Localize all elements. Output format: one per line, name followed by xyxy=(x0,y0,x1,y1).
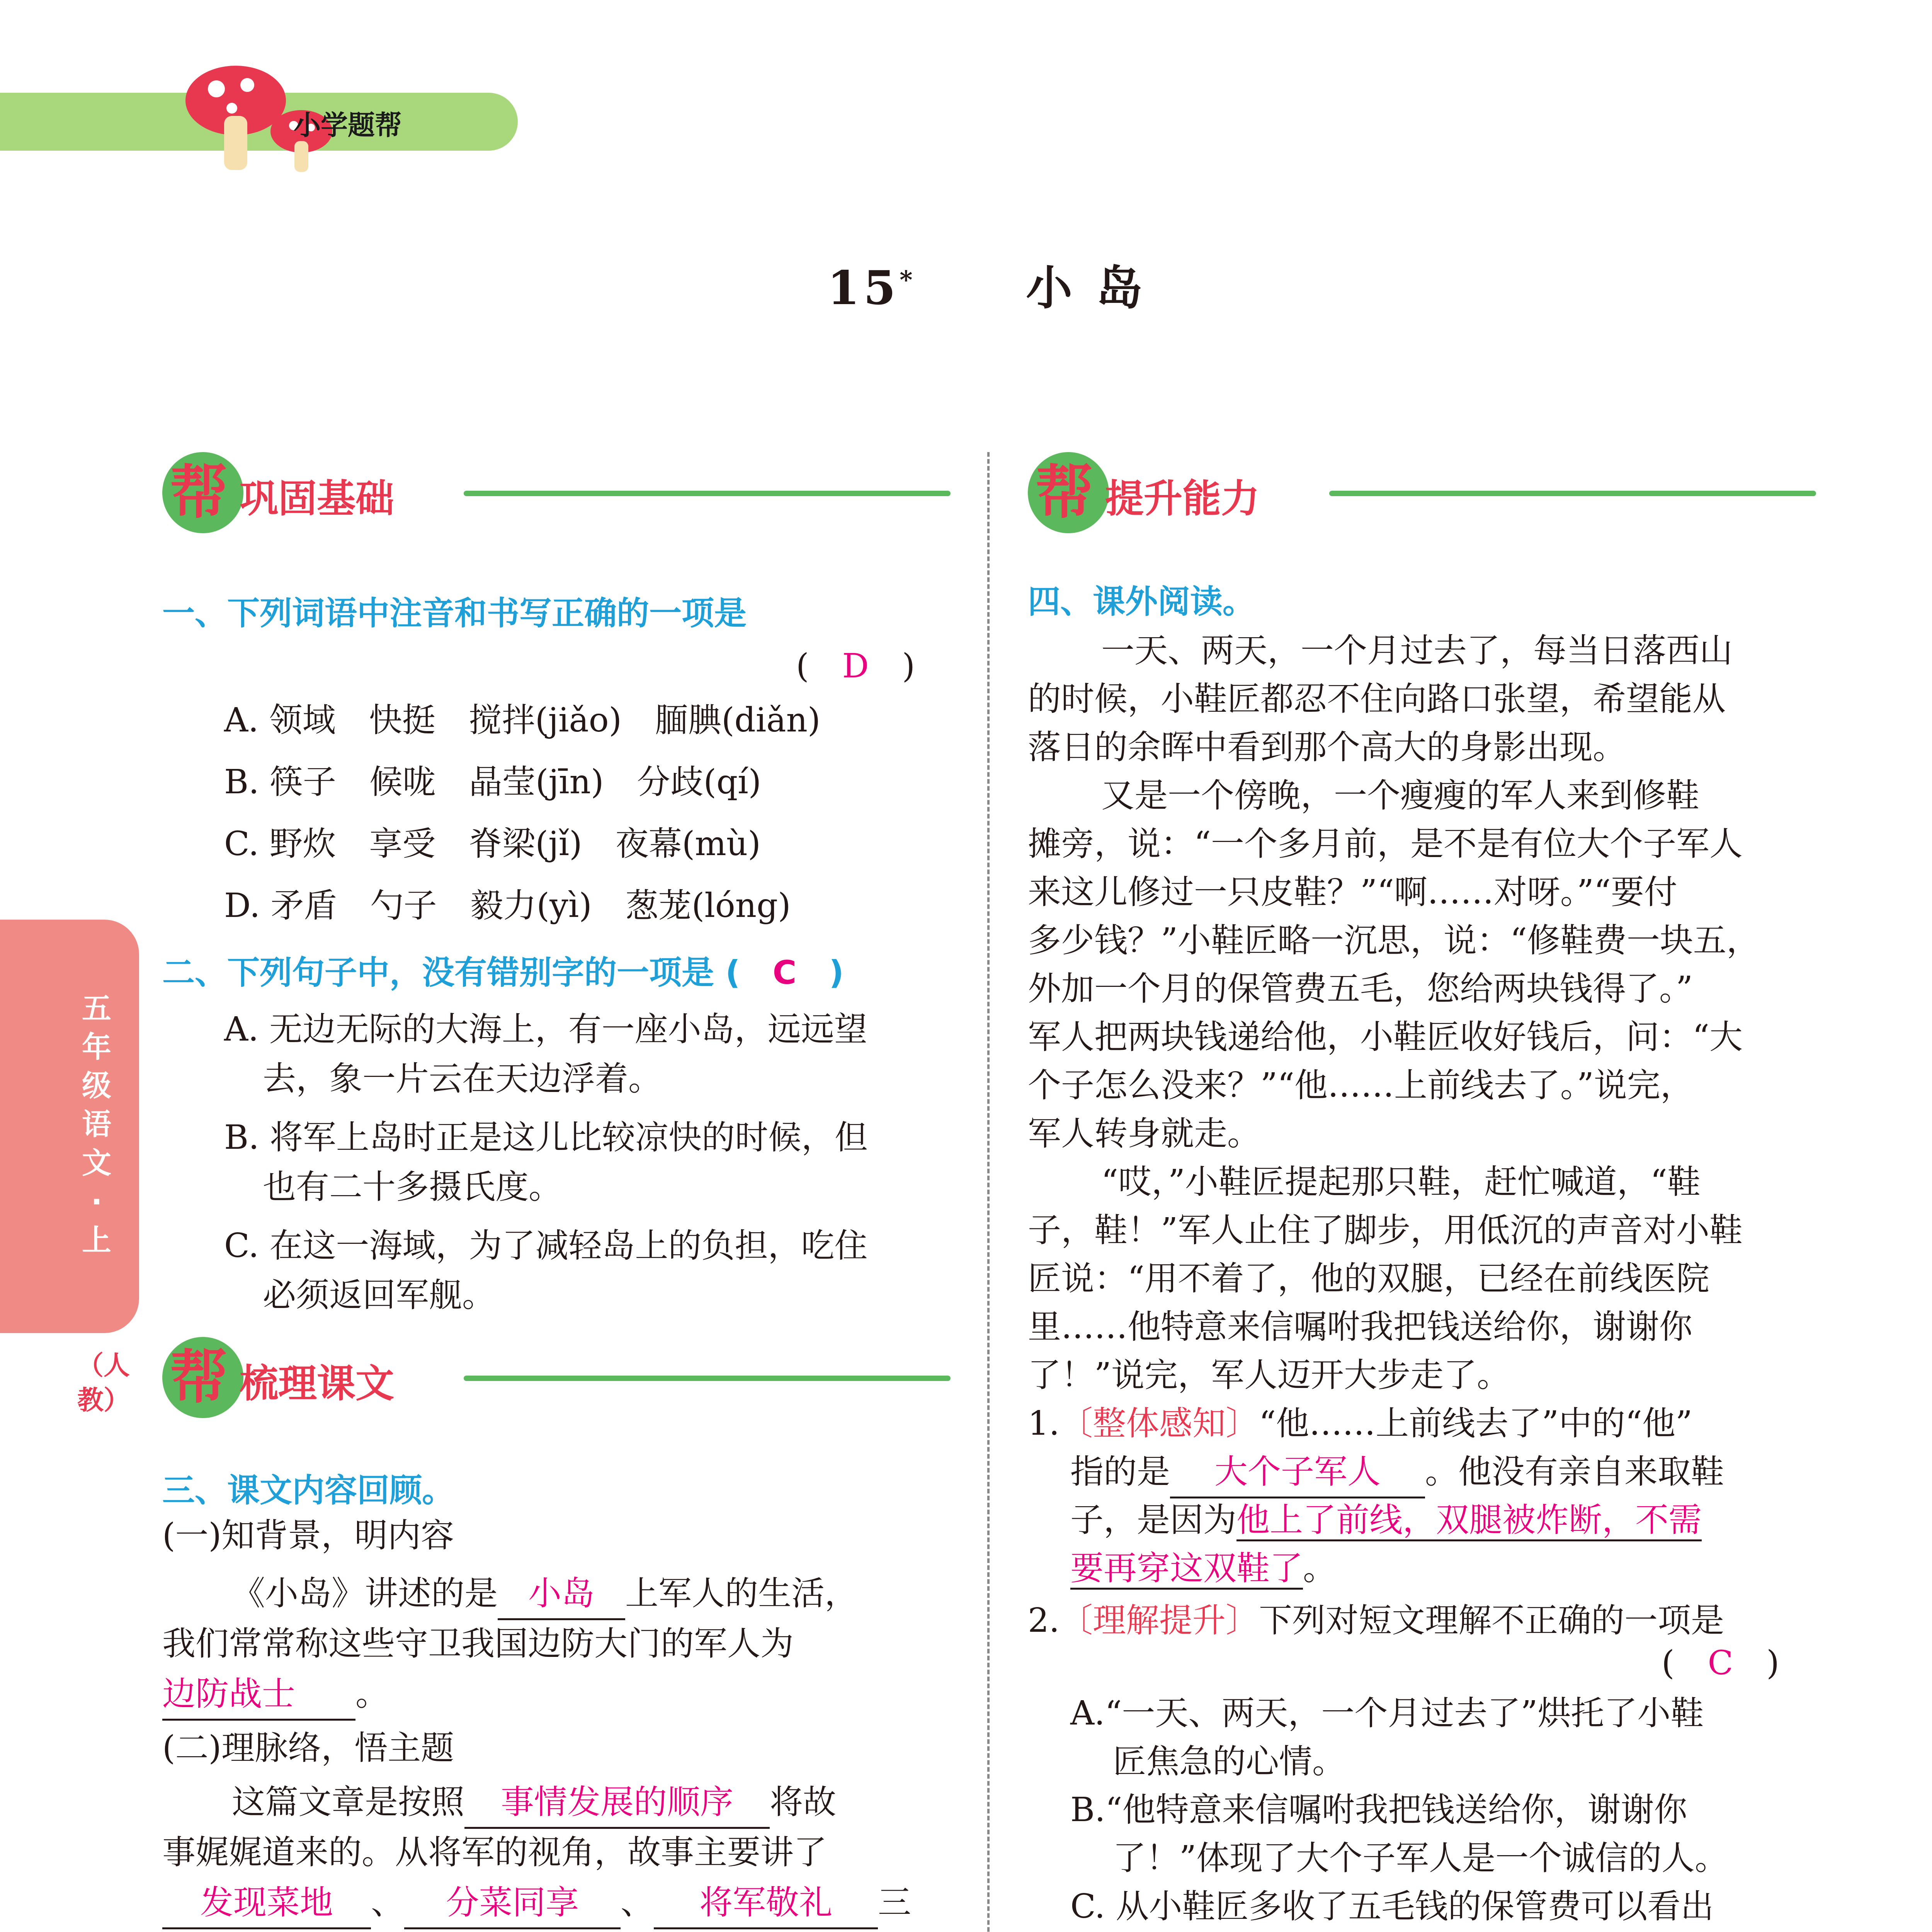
q4-heading: 四、课外阅读。 xyxy=(1028,583,1255,621)
passage-line4: 又是一个傍晚，一个瘦瘦的军人来到修鞋 xyxy=(1101,776,1699,815)
q2-answer: C xyxy=(772,954,797,992)
q2-c-line2: 必须返回军舰。 xyxy=(263,1276,495,1315)
subq2-b1: B.“他特意来信嘱咐我把钱送给你，谢谢你 xyxy=(1070,1791,1687,1829)
subq1-tag: 〔整体感知〕 xyxy=(1060,1404,1259,1443)
passage-line11: 军人转身就走。 xyxy=(1028,1114,1260,1153)
section-rule xyxy=(464,1376,951,1381)
subq2-c1: C. 从小鞋匠多收了五毛钱的保管费可以看出 xyxy=(1070,1887,1714,1926)
lesson-star: * xyxy=(900,265,917,294)
subq2-b2: 了！”体现了大个子军人是一个诚信的人。 xyxy=(1113,1839,1728,1878)
passage-line1: 一天、两天，一个月过去了，每当日落西山 xyxy=(1101,631,1733,670)
q2-b-line2: 也有二十多摄氏度。 xyxy=(263,1168,562,1206)
subq2-answer: C xyxy=(1708,1644,1733,1682)
passage-line9: 军人把两块钱递给他，小鞋匠收好钱后，问：“大 xyxy=(1028,1018,1743,1056)
section-rule xyxy=(1329,491,1816,496)
passage-line12: “哎，”小鞋匠提起那只鞋，赶忙喊道，“鞋 xyxy=(1101,1163,1701,1201)
subq2-line1: 2.〔理解提升〕下列对短文理解不正确的一项是 xyxy=(1028,1601,1725,1640)
q2-heading: 二、下列句子中，没有错别字的一项是 ( C ) xyxy=(162,954,844,992)
passage-line6: 来这儿修过一只皮鞋？”“啊……对呀。”“要付 xyxy=(1028,873,1677,912)
brand-name: 小学题帮 xyxy=(294,109,402,141)
q1-heading: 一、下列词语中注音和书写正确的一项是 xyxy=(162,594,747,632)
q3-line1: 《小岛》讲述的是 小岛 上军人的生活， xyxy=(232,1569,858,1620)
passage-line13: 子，鞋！”军人止住了脚步，用低沉的声音对小鞋 xyxy=(1028,1211,1743,1250)
badge-char: 帮 xyxy=(1036,459,1094,526)
q2-a-line1: A. 无边无际的大海上，有一座小岛，远远望 xyxy=(224,1010,867,1049)
q3-line4: 这篇文章是按照 事情发展的顺序 将故 xyxy=(232,1777,836,1829)
side-edition: （人教） xyxy=(77,1350,130,1416)
lesson-name: 小 岛 xyxy=(1026,261,1146,315)
passage-line14: 匠说：“用不着了，他的双腿，已经在前线医院 xyxy=(1028,1259,1709,1298)
subq1-line1: 1.〔整体感知〕“他……上前线去了”中的“他” xyxy=(1028,1404,1692,1443)
section-title-improve: 提升能力 xyxy=(1105,476,1260,521)
subq2-bracket: ( C ) xyxy=(1662,1644,1779,1682)
q3-line2: 我们常常称这些守卫我国边防大门的军人为 xyxy=(162,1624,794,1663)
q1-option-c: C. 野炊 享受 脊梁(jǐ) 夜幕(mù) xyxy=(224,825,761,863)
lesson-title xyxy=(0,251,1932,318)
q3-part1: (一)知背景，明内容 xyxy=(162,1516,454,1555)
q3-line6: 发现菜地 、 分菜同享 、 将军敬礼 三 xyxy=(162,1878,911,1929)
subq2-a2: 匠焦急的心情。 xyxy=(1113,1742,1345,1781)
subq2-c2 xyxy=(1113,1930,1279,1932)
subq2-tag: 〔理解提升〕 xyxy=(1060,1601,1259,1640)
lesson-number: 15 xyxy=(827,261,900,315)
section-badge-review xyxy=(162,1337,951,1422)
q3-line5: 事娓娓道来的。从将军的视角，故事主要讲了 xyxy=(162,1833,827,1872)
side-tab xyxy=(0,920,139,1333)
subq1-answer2a: 他上了前线，双腿被炸断，不需 xyxy=(1236,1501,1702,1541)
section-title-review: 梳理课文 xyxy=(240,1361,394,1406)
q3-answer-plot2: 分菜同享 xyxy=(404,1878,621,1929)
q1-option-a: A. 领域 快挺 搅拌(jiǎo) 腼腆(diǎn) xyxy=(224,701,821,740)
q3-part2: (二)理脉络，悟主题 xyxy=(162,1729,454,1767)
q3-answer-island: 小岛 xyxy=(498,1569,625,1620)
subq1-line2: 指的是 大个子军人 。他没有亲自来取鞋 xyxy=(1070,1447,1724,1498)
q3-line7 xyxy=(162,1928,295,1932)
subq2-a1: A.“一天、两天，一个月过去了”烘托了小鞋 xyxy=(1070,1694,1704,1733)
q1-option-d: D. 矛盾 勺子 毅力(yì) 葱茏(lóng) xyxy=(224,886,791,925)
section-title-consolidate: 巩固基础 xyxy=(240,476,394,521)
q1-option-b: B. 筷子 候咙 晶莹(jīn) 分歧(qí) xyxy=(224,763,762,801)
passage-line7: 多少钱？”小鞋匠略一沉思，说：“修鞋费一块五， xyxy=(1028,921,1760,960)
q3-answer-plot1: 发现菜地 xyxy=(162,1878,371,1929)
q1-answer-bracket: ( D ) xyxy=(796,647,915,685)
q3-answer-plot3: 将军敬礼 xyxy=(654,1878,878,1929)
q3-answer-order: 事情发展的顺序 xyxy=(464,1777,770,1829)
subq1-line3: 子，是因为他上了前线，双腿被炸断，不需 xyxy=(1070,1495,1702,1545)
subq1-line4: 要再穿这双鞋了。 xyxy=(1070,1544,1336,1593)
passage-line8: 外加一个月的保管费五毛，您给两块钱得了。” xyxy=(1028,969,1693,1008)
q1-answer: D xyxy=(842,647,869,685)
passage-line5: 摊旁，说：“一个多月前，是不是有位大个子军人 xyxy=(1028,825,1743,863)
q3-line3: 边防战士 。 xyxy=(162,1669,389,1721)
section-badge-improve xyxy=(1028,452,1816,537)
badge-char: 帮 xyxy=(170,1344,228,1411)
passage-line3: 落日的余晖中看到那个高大的身影出现。 xyxy=(1028,728,1626,767)
passage-line15: 里……他特意来信嘱咐我把钱送给你，谢谢你 xyxy=(1028,1308,1692,1346)
passage-line2: 的时候，小鞋匠都忍不住向路口张望，希望能从 xyxy=(1028,680,1726,718)
q3-heading: 三、课文内容回顾。 xyxy=(162,1471,455,1509)
column-divider xyxy=(987,452,990,1932)
q3-answer-guards: 边防战士 xyxy=(162,1669,355,1721)
q2-c-line1: C. 在这一海域，为了减轻岛上的负担，吃住 xyxy=(224,1226,868,1265)
side-grade: 五年级语文·上 xyxy=(82,991,111,1257)
q2-b-line1: B. 将军上岛时正是这儿比较凉快的时候，但 xyxy=(224,1118,868,1157)
passage-line16: 了！”说完，军人迈开大步走了。 xyxy=(1028,1356,1510,1395)
section-rule xyxy=(464,491,951,496)
passage-line10: 个子怎么没来？”“他……上前线去了。”说完， xyxy=(1028,1066,1694,1105)
q2-a-line2: 去，象一片云在天边浮着。 xyxy=(263,1060,662,1098)
subq1-answer1: 大个子军人 xyxy=(1170,1447,1425,1498)
subq1-answer2b: 要再穿这双鞋了 xyxy=(1070,1549,1303,1590)
badge-char: 帮 xyxy=(170,459,228,526)
section-badge-consolidate xyxy=(162,452,951,537)
